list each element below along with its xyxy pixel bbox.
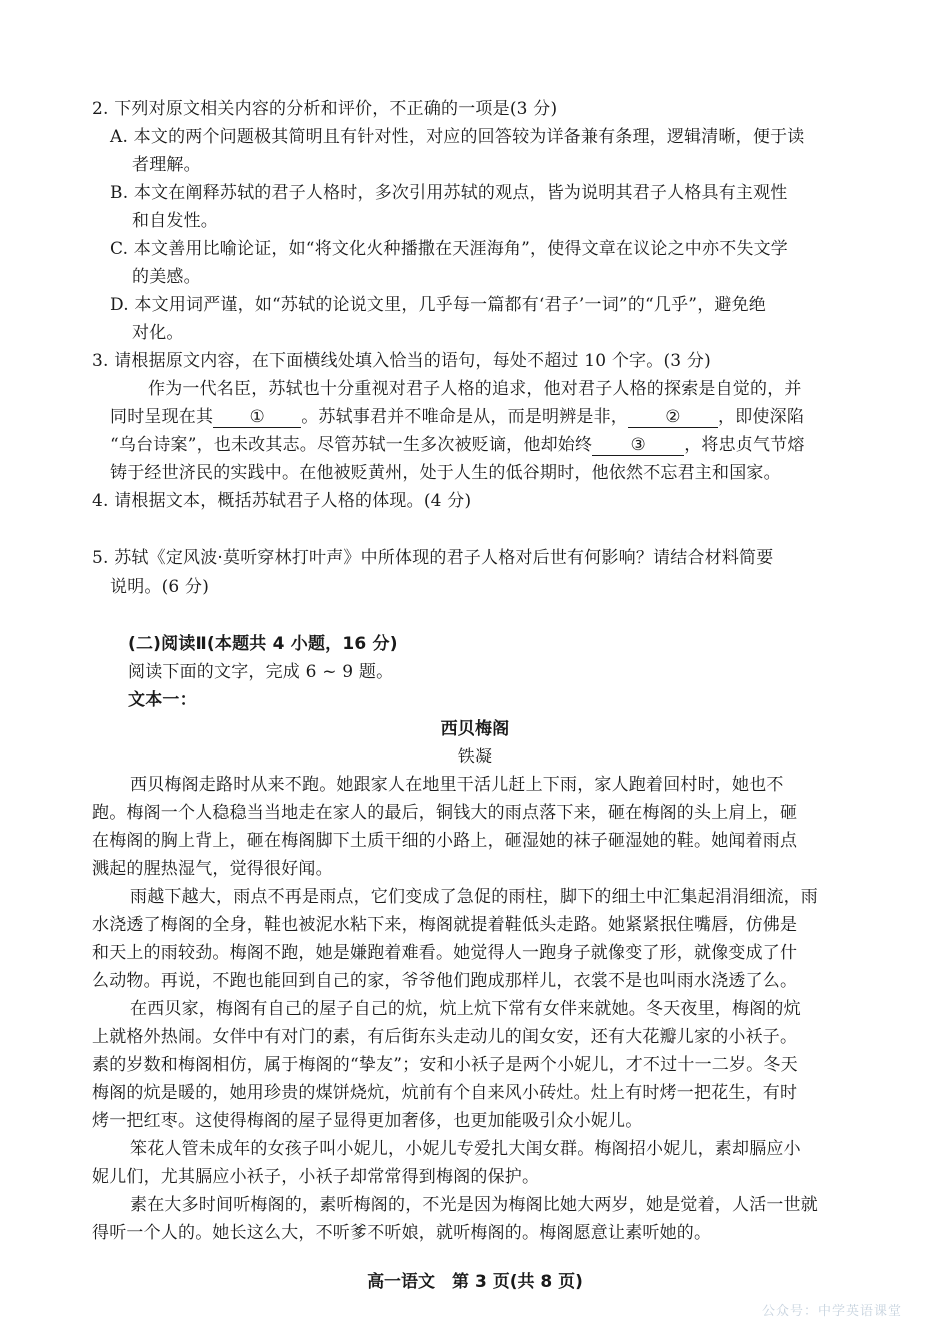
- q2-option-d-line1: D. 本文用词严谨，如“苏轼的论说文里，几乎每一篇都有‘君子’一词”的“几乎”，避免绝: [110, 295, 767, 315]
- story-line: 水浇透了梅阁的全身，鞋也被泥水粘下来，梅阁就提着鞋低头走路。她紧紧抿住嘴唇，仿佛是: [92, 915, 798, 935]
- q2-option-a-line2: 者理解。: [132, 155, 201, 175]
- q2-option-a-line1: A. 本文的两个问题极其简明且有针对性，对应的回答较为详备兼有条理，逻辑清晰，便于读: [110, 127, 805, 147]
- story-line: 和天上的雨较劲。梅阁不跑，她是嫌跑着难看。她觉得人一跑身子就像变了形，就像变成了什: [92, 943, 798, 963]
- story-author: 铁凝: [457, 747, 493, 767]
- story-line: 雨越下越大，雨点不再是雨点，它们变成了急促的雨柱，脚下的细土中汇集起涓涓细流，雨: [130, 887, 818, 907]
- q3-passage-text: ，将忠贞气节熔: [684, 435, 805, 455]
- q3-passage-text: “乌台诗案”，也未改其志。尽管苏轼一生多次被贬谪，他却始终: [110, 435, 593, 455]
- q2-option-d-line2: 对化。: [132, 323, 184, 343]
- q2-option-c-line2: 的美感。: [132, 267, 201, 287]
- q3-passage-text: 同时呈现在其: [110, 407, 214, 427]
- story-line: 溅起的腥热湿气，觉得很好闻。: [92, 859, 333, 879]
- fill-blank-3[interactable]: ③: [592, 435, 684, 456]
- q2-stem: 2. 下列对原文相关内容的分析和评价，不正确的一项是(3 分): [92, 99, 558, 119]
- q5-stem-line1: 5. 苏轼《定风波·莫听穿林打叶声》中所体现的君子人格对后世有何影响？请结合材料简要: [92, 548, 774, 568]
- story-line: 上就格外热闹。女伴中有对门的素，有后街东头走动儿的闺女安，还有大花瓣儿家的小袄子。: [92, 1027, 798, 1047]
- q3-stem: 3. 请根据原文内容，在下面横线处填入恰当的语句，每处不超过 10 个字。(3 分): [92, 351, 711, 371]
- section-heading: (二)阅读Ⅱ(本题共 4 小题，16 分): [128, 634, 398, 654]
- q3-passage-line2: [110, 406, 804, 428]
- story-line: 素的岁数和梅阁相仿，属于梅阁的“挚友”；安和小袄子是两个小妮儿，才不过十一二岁。冬天: [92, 1055, 798, 1075]
- story-line: 在梅阁的胸上背上，砸在梅阁脚下土质干细的小路上，砸湿她的袜子砸湿她的鞋。她闻着雨点: [92, 831, 798, 851]
- story-line: 在西贝家，梅阁有自己的屋子自己的炕，炕上炕下常有女伴来就她。冬天夜里，梅阁的炕: [130, 999, 801, 1019]
- section-instruction: 阅读下面的文字，完成 6 ~ 9 题。: [128, 662, 394, 682]
- watermark: 公众号：中学英语课堂: [761, 1304, 902, 1319]
- text-label: 文本一：: [128, 690, 197, 710]
- page-footer: 高一语文 第 3 页(共 8 页): [367, 1272, 583, 1292]
- q3-passage-line1: 作为一代名臣，苏轼也十分重视对君子人格的追求，他对君子人格的探索是自觉的，并: [148, 379, 802, 399]
- story-line: 素在大多时间听梅阁的，素听梅阁的，不光是因为梅阁比她大两岁，她是觉着，人活一世就: [130, 1195, 818, 1215]
- fill-blank-2[interactable]: ②: [628, 407, 718, 428]
- q4-stem: 4. 请根据文本，概括苏轼君子人格的体现。(4 分): [92, 491, 472, 511]
- q5-stem-line2: 说明。(6 分): [110, 577, 210, 597]
- story-title: 西贝梅阁: [440, 719, 510, 739]
- q3-passage-line4: 铸于经世济民的实践中。在他被贬黄州，处于人生的低谷期时，他依然不忘君主和国家。: [110, 463, 781, 483]
- story-line: 笨花人管未成年的女孩子叫小妮儿，小妮儿专爱扎大闺女群。梅阁招小妮儿，素却膈应小: [130, 1139, 801, 1159]
- q3-passage-text: 。苏轼事君并不唯命是从，而是明辨是非，: [301, 407, 629, 427]
- fill-blank-1[interactable]: ①: [213, 407, 301, 428]
- story-line: 烤一把红枣。这使得梅阁的屋子显得更加奢侈，也更加能吸引众小妮儿。: [92, 1111, 643, 1131]
- story-line: 么动物。再说，不跑也能回到自己的家，爷爷他们跑成那样儿，衣裳不是也叫雨水浇透了么。: [92, 971, 798, 991]
- q3-passage-line3: [110, 434, 805, 456]
- q2-option-c-line1: C. 本文善用比喻论证，如“将文化火种播撒在天涯海角”，使得文章在议论之中亦不失文学: [110, 239, 788, 259]
- story-line: 跑。梅阁一个人稳稳当当地走在家人的最后，铜钱大的雨点落下来，砸在梅阁的头上肩上，砸: [92, 803, 798, 823]
- q3-passage-text: ，即使深陷: [718, 407, 805, 427]
- story-line: 妮儿们，尤其膈应小袄子，小袄子却常常得到梅阁的保护。: [92, 1167, 540, 1187]
- q2-option-b-line2: 和自发性。: [132, 211, 218, 231]
- story-line: 梅阁的炕是暖的，她用珍贵的煤饼烧炕，炕前有个自来风小砖灶。灶上有时烤一把花生，有时: [92, 1083, 798, 1103]
- story-line: 西贝梅阁走路时从来不跑。她跟家人在地里干活儿赶上下雨，家人跑着回村时，她也不: [130, 775, 784, 795]
- story-line: 得听一个人的。她长这么大，不听爹不听娘，就听梅阁的。梅阁愿意让素听她的。: [92, 1223, 712, 1243]
- q2-option-b-line1: B. 本文在阐释苏轼的君子人格时，多次引用苏轼的观点，皆为说明其君子人格具有主观性: [110, 183, 788, 203]
